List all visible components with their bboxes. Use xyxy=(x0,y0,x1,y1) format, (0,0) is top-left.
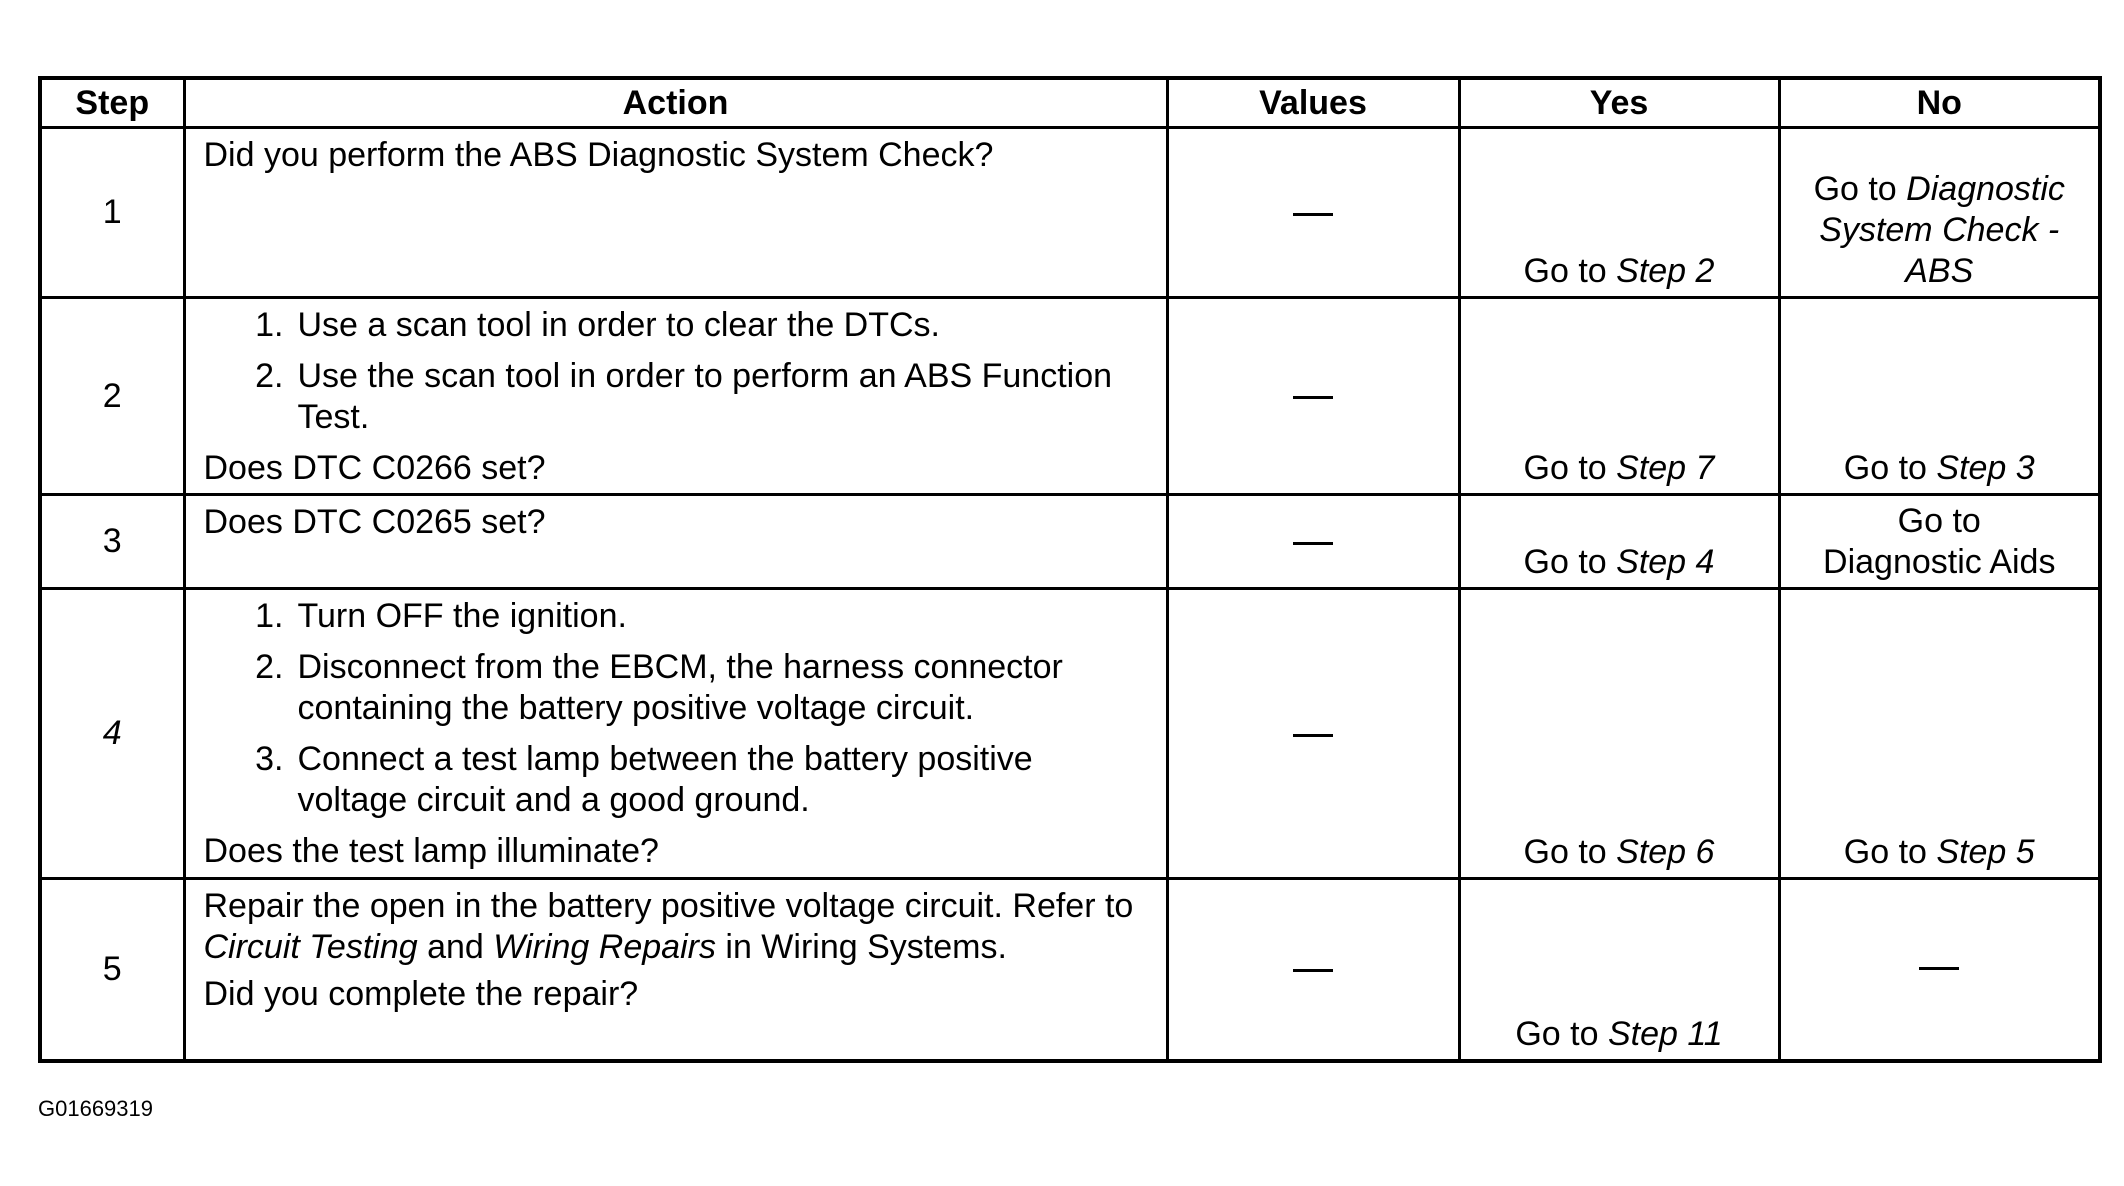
action-question: Does DTC C0266 set? xyxy=(203,449,546,487)
step-number: 5 xyxy=(40,879,184,1061)
header-no: No xyxy=(1779,78,2100,128)
yes-prefix: Go to xyxy=(1523,252,1617,290)
values-cell xyxy=(1167,128,1459,298)
header-values: Values xyxy=(1167,78,1459,128)
yes-cell xyxy=(1459,879,1779,1061)
step-number: 2 xyxy=(40,298,184,495)
no-cell xyxy=(1779,879,2100,1061)
yes-cell xyxy=(1459,589,1779,879)
action-text: Repair the open in the battery positive voltage circuit. Refer to Circuit Testing and Wiring Repairs in Wiring Systems. xyxy=(203,887,1134,966)
dash-mark xyxy=(1293,542,1333,545)
step-number: 3 xyxy=(40,495,184,589)
yes-link: Step 7 xyxy=(1616,449,1715,487)
action-steps xyxy=(204,596,1148,821)
no-cell xyxy=(1779,495,2100,589)
yes-link: Step 4 xyxy=(1616,543,1715,581)
list-item: 2. Disconnect from the EBCM, the harness connector containing the battery positive voltage circuit. xyxy=(255,648,1063,727)
header-yes: Yes xyxy=(1459,78,1779,128)
diagnostic-table xyxy=(38,76,2102,1063)
no-link: Step 5 xyxy=(1936,833,2035,871)
action-question: Did you complete the repair? xyxy=(203,975,639,1013)
no-line-1: Go to xyxy=(1897,502,1981,540)
step-number: 4 xyxy=(40,589,184,879)
action-question: Does DTC C0265 set? xyxy=(203,503,546,541)
no-prefix: Go to xyxy=(1813,170,1907,208)
no-cell xyxy=(1779,589,2100,879)
action-cell xyxy=(184,879,1167,1061)
action-question: Does the test lamp illuminate? xyxy=(203,832,659,870)
list-item: 2. Use the scan tool in order to perform an ABS Function Test. xyxy=(255,357,1113,436)
yes-cell xyxy=(1459,128,1779,298)
yes-link: Step 2 xyxy=(1616,252,1715,290)
yes-prefix: Go to xyxy=(1523,449,1617,487)
action-cell xyxy=(184,128,1167,298)
table-row xyxy=(40,879,2100,1061)
yes-link: Step 6 xyxy=(1616,833,1715,871)
no-cell xyxy=(1779,128,2100,298)
dash-mark xyxy=(1293,969,1333,972)
list-item: 3. Connect a test lamp between the battery positive voltage circuit and a good ground. xyxy=(255,740,1033,819)
dash-mark xyxy=(1293,396,1333,399)
yes-prefix: Go to xyxy=(1523,543,1617,581)
no-prefix: Go to xyxy=(1843,449,1937,487)
table-row xyxy=(40,128,2100,298)
values-cell xyxy=(1167,298,1459,495)
action-cell xyxy=(184,298,1167,495)
values-cell xyxy=(1167,589,1459,879)
action-cell xyxy=(184,495,1167,589)
yes-cell xyxy=(1459,495,1779,589)
no-cell xyxy=(1779,298,2100,495)
header-action: Action xyxy=(184,78,1167,128)
table-header-row xyxy=(40,78,2100,128)
values-cell xyxy=(1167,879,1459,1061)
circuit-testing-ref: Circuit Testing xyxy=(203,928,418,966)
step-number: 1 xyxy=(40,128,184,298)
yes-cell xyxy=(1459,298,1779,495)
action-cell xyxy=(184,589,1167,879)
list-item: 1. Turn OFF the ignition. xyxy=(255,597,627,635)
table-row xyxy=(40,298,2100,495)
no-line-2: Diagnostic Aids xyxy=(1823,543,2056,581)
values-cell xyxy=(1167,495,1459,589)
wiring-repairs-ref: Wiring Repairs xyxy=(493,928,716,966)
no-link: Diagnostic System Check - ABS xyxy=(1819,170,2065,290)
action-question: Did you perform the ABS Diagnostic System Check? xyxy=(203,136,994,174)
figure-id: G01669319 xyxy=(38,1096,153,1121)
dash-mark xyxy=(1919,967,1959,970)
action-steps xyxy=(204,305,1148,438)
yes-prefix: Go to xyxy=(1523,833,1617,871)
table-row xyxy=(40,495,2100,589)
no-prefix: Go to xyxy=(1843,833,1937,871)
yes-link: Step 11 xyxy=(1607,1014,1723,1053)
dash-mark xyxy=(1293,213,1333,216)
dash-mark xyxy=(1293,734,1333,737)
list-item: 1. Use a scan tool in order to clear the DTCs. xyxy=(255,306,940,344)
header-step: Step xyxy=(40,78,184,128)
yes-prefix: Go to xyxy=(1515,1014,1608,1053)
table-row xyxy=(40,589,2100,879)
no-link: Step 3 xyxy=(1936,449,2035,487)
